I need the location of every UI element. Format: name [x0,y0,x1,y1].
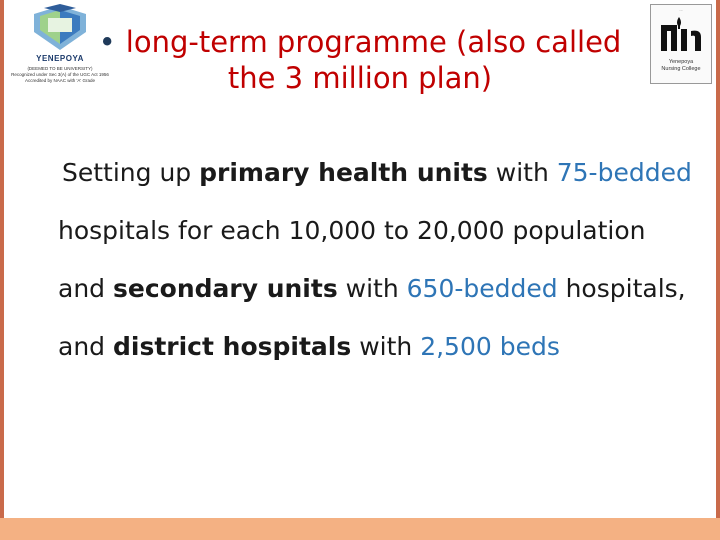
logo-right-top-text: ... [679,7,683,12]
text-run: hospitals, [557,274,686,303]
value-75-bedded: 75-bedded [556,158,692,187]
footer-band [0,518,720,540]
title-line-1 [60,24,660,60]
text-run: Setting up [62,158,200,187]
logo-brand-text: YENEPOYA [36,54,84,63]
logo-right-name-2: Nursing College [661,66,701,72]
title-text-1: long-term programme (also called [125,25,622,59]
value-650-bedded: 650-bedded [406,274,558,303]
title-line-2: the 3 million plan) [227,61,493,95]
highlight-primary-health-units: primary health units [199,158,488,187]
body-line-1 [58,144,708,202]
text-run: and [58,274,113,303]
logo-right-name-1: Yenepoya [668,59,694,65]
text-run: with [487,158,557,187]
body-line-2: hospitals for each 10,000 to 20,000 population [58,216,646,245]
bullet-icon: • [98,25,116,59]
logo-subtext-1: (DEEMED TO BE UNIVERSITY) [27,66,93,71]
text-run: with [337,274,407,303]
highlight-secondary-units: secondary units [112,274,338,303]
body-line-4 [58,318,708,376]
slide-body [58,144,708,376]
slide-border-left [0,0,4,540]
value-2500-beds: 2,500 beds [420,332,560,361]
logo-subtext-2: Recognized under Sec 3(A) of the UGC Act 1956 [11,72,109,77]
slide-title [60,24,660,96]
logo-subtext-3: Accredited by NAAC with 'A' Grade [25,78,95,83]
text-run: and [58,332,113,361]
highlight-district-hospitals: district hospitals [112,332,352,361]
body-line-3 [58,260,708,318]
slide-border-right [716,0,720,540]
text-run: with [351,332,421,361]
nursing-emblem-icon [659,15,703,55]
